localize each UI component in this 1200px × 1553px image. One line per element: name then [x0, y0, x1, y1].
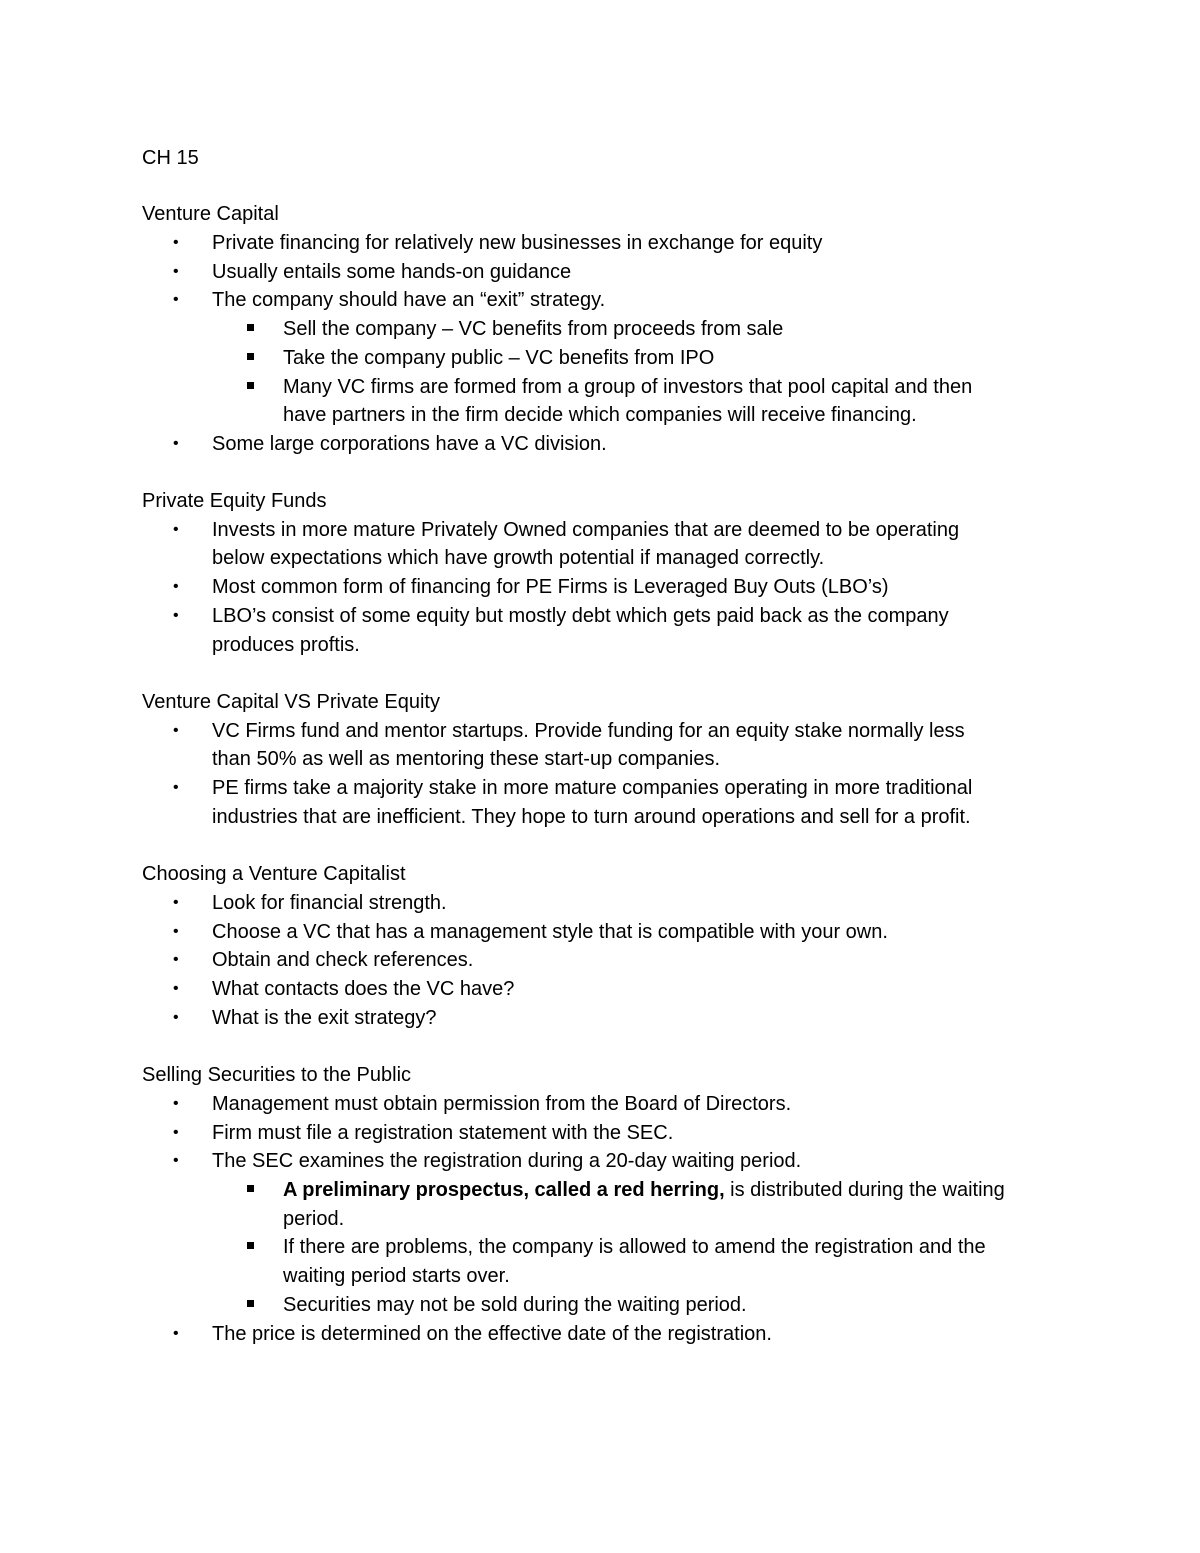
list-item-continuation: than 50% as well as mentoring these start-up companies.	[212, 748, 721, 770]
square-bullet-icon	[247, 1242, 254, 1249]
list-item: LBO’s consist of some equity but mostly debt which gets paid back as the company	[212, 605, 949, 627]
list-item: The SEC examines the registration during a 20-day waiting period.	[212, 1150, 802, 1172]
section-heading-choosing-vc: Choosing a Venture Capitalist	[142, 863, 406, 885]
list-item: VC Firms fund and mentor startups. Provide funding for an equity stake normally less	[212, 720, 965, 742]
bullet-icon: •	[173, 263, 179, 280]
list-item: Management must obtain permission from the Board of Directors.	[212, 1093, 792, 1115]
bullet-icon: •	[173, 779, 179, 796]
sub-list-item: Securities may not be sold during the waiting period.	[283, 1294, 747, 1316]
list-item: Obtain and check references.	[212, 949, 474, 971]
bullet-icon: •	[173, 923, 179, 940]
bullet-icon: •	[173, 578, 179, 595]
list-item: The company should have an “exit” strategy.	[212, 289, 606, 311]
red-herring-bold-text: A preliminary prospectus, called a red herring,	[283, 1179, 725, 1201]
list-item: What is the exit strategy?	[212, 1007, 437, 1029]
list-item: The price is determined on the effective date of the registration.	[212, 1323, 772, 1345]
section-heading-vc-vs-pe: Venture Capital VS Private Equity	[142, 691, 440, 713]
list-item-continuation: industries that are inefficient. They hope to turn around operations and sell for a profit.	[212, 806, 971, 828]
sub-list-item-continuation: waiting period starts over.	[283, 1265, 510, 1287]
square-bullet-icon	[247, 382, 254, 389]
sub-list-item	[283, 1176, 1005, 1204]
section-heading-private-equity-funds: Private Equity Funds	[142, 490, 327, 512]
bullet-icon: •	[173, 1325, 179, 1342]
list-item: Some large corporations have a VC division.	[212, 433, 607, 455]
list-item: PE firms take a majority stake in more mature companies operating in more traditional	[212, 777, 973, 799]
list-item-continuation: below expectations which have growth potential if managed correctly.	[212, 547, 825, 569]
list-item: Firm must file a registration statement with the SEC.	[212, 1122, 674, 1144]
sub-list-item: If there are problems, the company is allowed to amend the registration and the	[283, 1236, 986, 1258]
page-title: CH 15	[142, 147, 199, 169]
sub-list-item: Sell the company – VC benefits from proceeds from sale	[283, 318, 784, 340]
sub-list-item: Take the company public – VC benefits from IPO	[283, 347, 715, 369]
sub-list-item: Many VC firms are formed from a group of investors that pool capital and then	[283, 376, 973, 398]
list-item-continuation: produces proftis.	[212, 634, 360, 656]
sub-list-item-continuation: have partners in the firm decide which companies will receive financing.	[283, 404, 917, 426]
bullet-icon: •	[173, 1124, 179, 1141]
list-item: Choose a VC that has a management style that is compatible with your own.	[212, 921, 888, 943]
section-heading-venture-capital: Venture Capital	[142, 203, 279, 225]
bullet-icon: •	[173, 291, 179, 308]
bullet-icon: •	[173, 607, 179, 624]
square-bullet-icon	[247, 1185, 254, 1192]
bullet-icon: •	[173, 1152, 179, 1169]
square-bullet-icon	[247, 353, 254, 360]
square-bullet-icon	[247, 324, 254, 331]
sub-list-item-rest: is distributed during the waiting	[724, 1179, 1005, 1201]
bullet-icon: •	[173, 894, 179, 911]
bullet-icon: •	[173, 435, 179, 452]
section-heading-selling-securities: Selling Securities to the Public	[142, 1064, 412, 1086]
bullet-icon: •	[173, 951, 179, 968]
list-item: Invests in more mature Privately Owned companies that are deemed to be operating	[212, 519, 960, 541]
list-item: Private financing for relatively new businesses in exchange for equity	[212, 232, 823, 254]
bullet-icon: •	[173, 722, 179, 739]
bullet-icon: •	[173, 1009, 179, 1026]
list-item: Most common form of financing for PE Firms is Leveraged Buy Outs (LBO’s)	[212, 576, 889, 598]
bullet-icon: •	[173, 1095, 179, 1112]
bullet-icon: •	[173, 521, 179, 538]
bullet-icon: •	[173, 234, 179, 251]
square-bullet-icon	[247, 1300, 254, 1307]
list-item: Look for financial strength.	[212, 892, 447, 914]
bullet-icon: •	[173, 980, 179, 997]
sub-list-item-continuation: period.	[283, 1208, 345, 1230]
list-item: Usually entails some hands-on guidance	[212, 261, 572, 283]
list-item: What contacts does the VC have?	[212, 978, 515, 1000]
